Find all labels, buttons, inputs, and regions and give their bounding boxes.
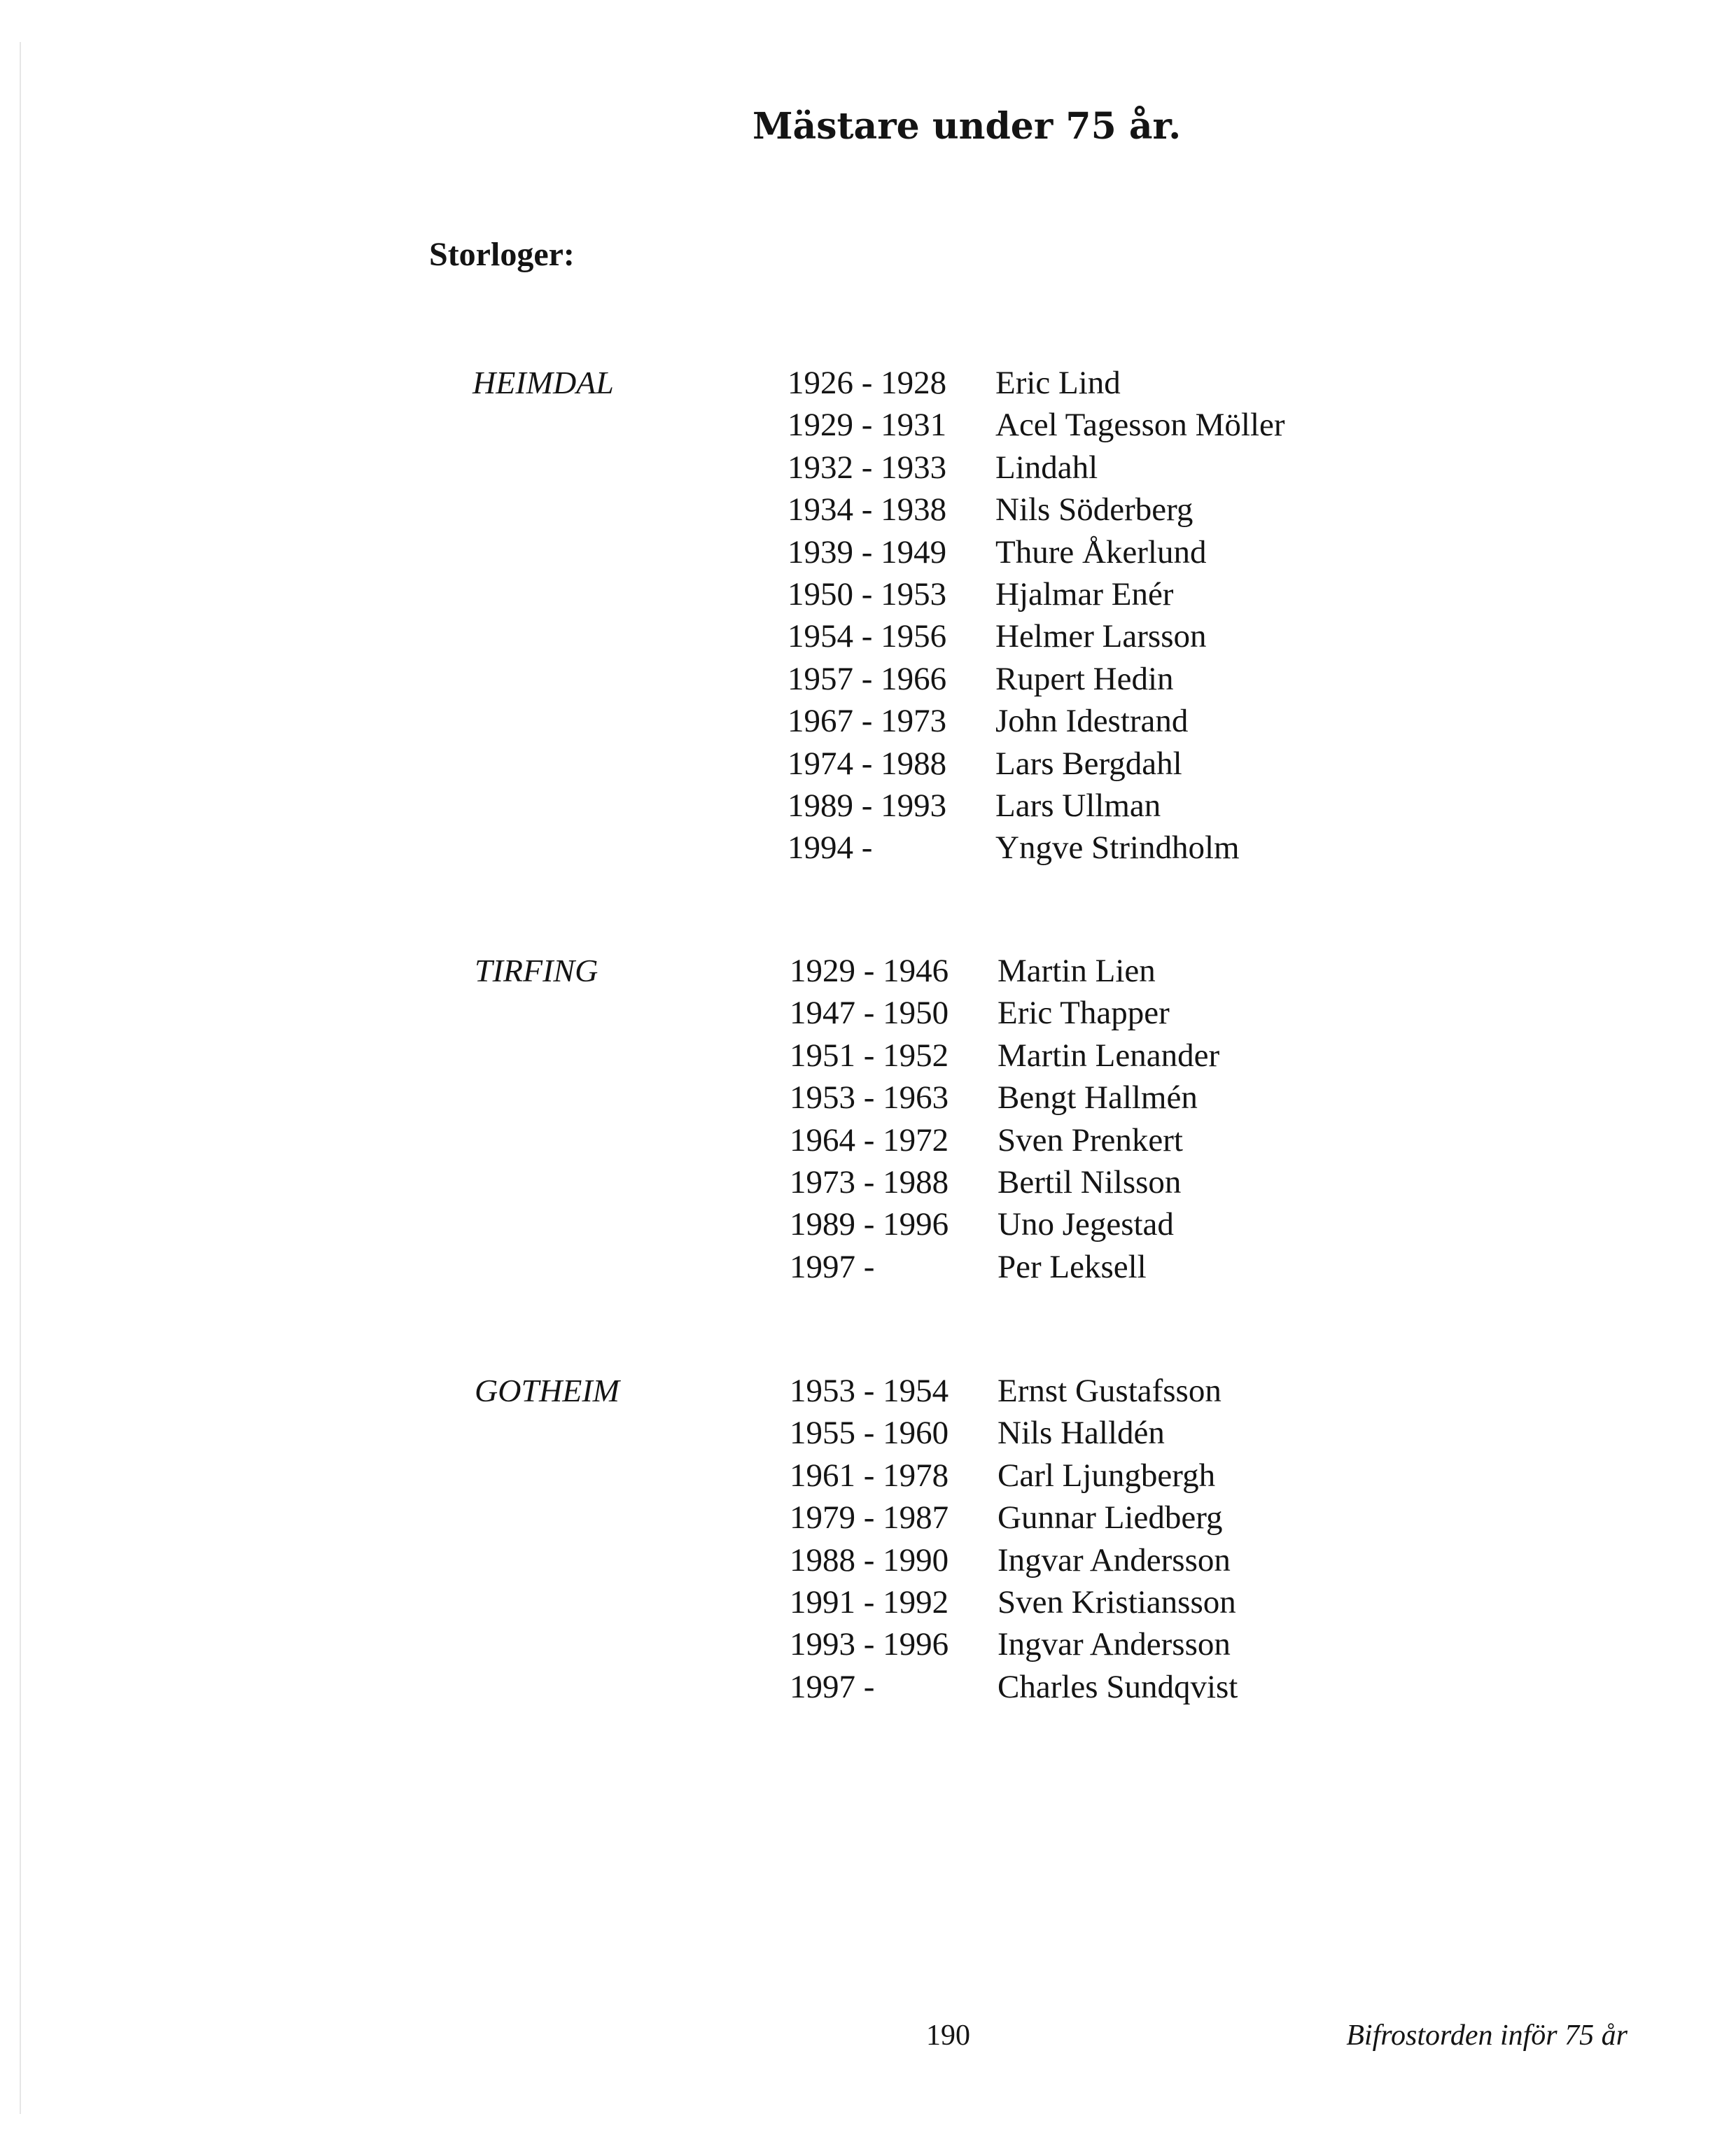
master-name: Ernst Gustafsson	[997, 1373, 1222, 1409]
master-name: Sven Prenkert	[997, 1121, 1183, 1158]
years-range: 1988 - 1990	[790, 1541, 949, 1578]
page-number: 190	[926, 2019, 970, 2052]
master-name: Nils Halldén	[997, 1415, 1165, 1452]
master-name: Bengt Hallmén	[997, 1079, 1198, 1116]
master-name: Per Leksell	[997, 1248, 1147, 1285]
master-name: Ingvar Andersson	[997, 1626, 1231, 1663]
years-range: 1929 - 1946	[790, 953, 949, 989]
years-range: 1994 -	[788, 830, 873, 867]
years-range: 1991 - 1992	[790, 1583, 949, 1620]
master-name: Lars Ullman	[995, 787, 1161, 824]
years-range: 1989 - 1993	[788, 787, 947, 824]
years-range: 1974 - 1988	[788, 745, 947, 782]
section-heading-storloger: Storloger:	[429, 236, 575, 273]
lodge-name: HEIMDAL	[472, 365, 614, 400]
master-name: Gunnar Liedberg	[997, 1499, 1223, 1536]
master-name: Eric Thapper	[997, 995, 1170, 1032]
master-name: Charles Sundqvist	[997, 1668, 1238, 1705]
master-name: Bertil Nilsson	[997, 1163, 1182, 1200]
master-name: Nils Söderberg	[995, 491, 1194, 528]
lodge-name: GOTHEIM	[475, 1373, 620, 1408]
years-range: 1997 -	[790, 1668, 875, 1705]
years-range: 1929 - 1931	[788, 407, 947, 444]
years-range: 1926 - 1928	[788, 365, 947, 401]
page-title: Mästare under 75 år.	[752, 105, 1182, 148]
master-name: Acel Tagesson Möller	[995, 407, 1285, 444]
footer-book-title: Bifrostorden inför 75 år	[1346, 2019, 1628, 2052]
years-range: 1967 - 1973	[788, 703, 947, 740]
master-name: Rupert Hedin	[995, 660, 1174, 697]
years-range: 1954 - 1956	[788, 618, 947, 655]
master-name: Thure Åkerlund	[995, 533, 1207, 570]
years-range: 1947 - 1950	[790, 995, 949, 1032]
lodge-name: TIRFING	[475, 953, 598, 988]
master-name: Eric Lind	[995, 365, 1121, 401]
years-range: 1997 -	[790, 1248, 875, 1285]
years-range: 1961 - 1978	[790, 1457, 949, 1494]
master-name: Carl Ljungbergh	[997, 1457, 1216, 1494]
years-range: 1989 - 1996	[790, 1206, 949, 1243]
master-name: Martin Lien	[997, 953, 1156, 989]
master-name: Martin Lenander	[997, 1037, 1220, 1074]
years-range: 1973 - 1988	[790, 1163, 949, 1200]
master-name: Helmer Larsson	[995, 618, 1207, 655]
years-range: 1939 - 1949	[788, 533, 947, 570]
years-range: 1951 - 1952	[790, 1037, 949, 1074]
years-range: 1953 - 1963	[790, 1079, 949, 1116]
master-name: Uno Jegestad	[997, 1206, 1174, 1243]
master-name: Yngve Strindholm	[995, 830, 1240, 867]
master-name: Ingvar Andersson	[997, 1541, 1231, 1578]
master-name: Sven Kristiansson	[997, 1583, 1236, 1620]
years-range: 1953 - 1954	[790, 1373, 949, 1409]
years-range: 1993 - 1996	[790, 1626, 949, 1663]
master-name: Hjalmar Enér	[995, 575, 1174, 612]
master-name: Lars Bergdahl	[995, 745, 1182, 782]
years-range: 1957 - 1966	[788, 660, 947, 697]
years-range: 1964 - 1972	[790, 1121, 949, 1158]
years-range: 1934 - 1938	[788, 491, 947, 528]
years-range: 1932 - 1933	[788, 449, 947, 486]
master-name: John Idestrand	[995, 703, 1189, 740]
page-edge	[20, 42, 21, 2114]
years-range: 1950 - 1953	[788, 575, 947, 612]
master-name: Lindahl	[995, 449, 1098, 486]
years-range: 1979 - 1987	[790, 1499, 949, 1536]
years-range: 1955 - 1960	[790, 1415, 949, 1452]
